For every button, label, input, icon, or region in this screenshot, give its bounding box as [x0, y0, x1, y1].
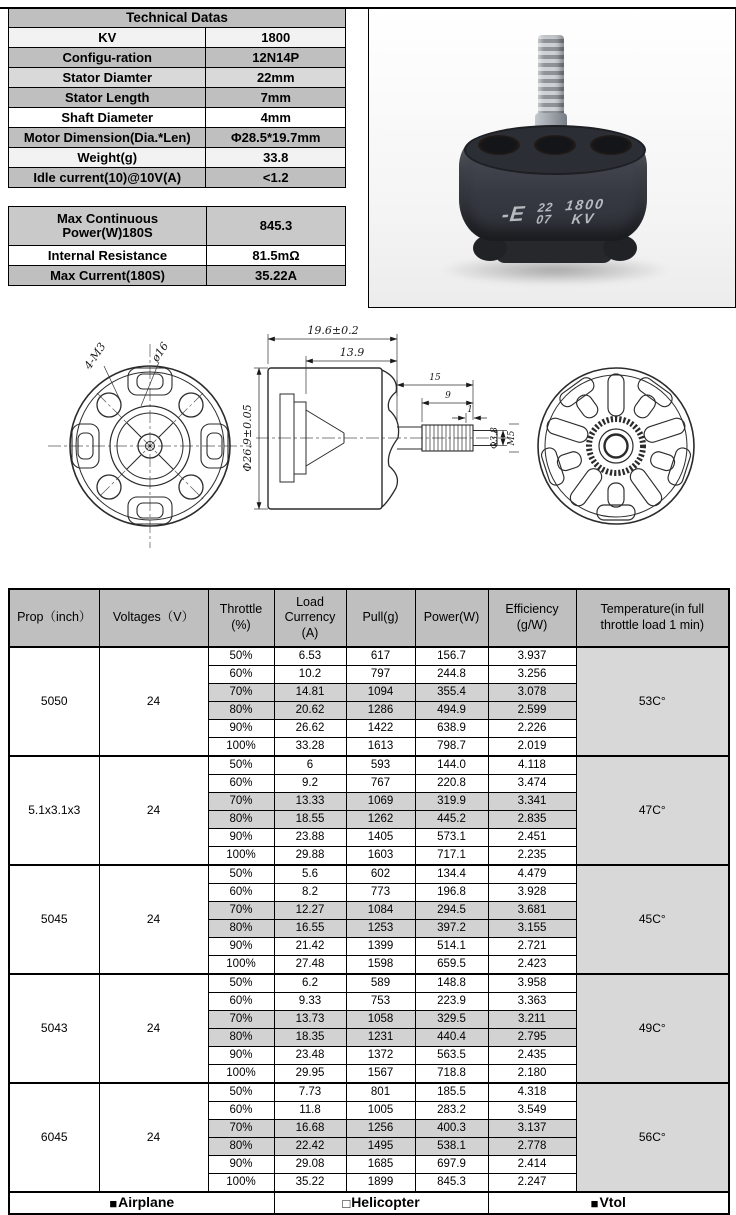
- pull-cell: 1058: [346, 1011, 415, 1029]
- throttle-cell: 90%: [208, 1047, 274, 1065]
- efficiency-cell: 4.118: [488, 756, 576, 775]
- bell-cutout: [590, 135, 632, 155]
- dim-body-length: 13.9: [339, 346, 365, 359]
- efficiency-cell: 2.180: [488, 1065, 576, 1084]
- dim-shaft-length: 15: [429, 373, 441, 383]
- pull-cell: 1422: [346, 720, 415, 738]
- spec-table-2: [8, 206, 346, 286]
- throttle-cell: 50%: [208, 865, 274, 884]
- throttle-cell: 60%: [208, 666, 274, 684]
- efficiency-cell: 3.078: [488, 684, 576, 702]
- efficiency-cell: 2.435: [488, 1047, 576, 1065]
- throttle-cell: 50%: [208, 647, 274, 666]
- pull-cell: 1084: [346, 902, 415, 920]
- efficiency-cell: 2.599: [488, 702, 576, 720]
- type-airplane: [9, 1192, 274, 1214]
- efficiency-cell: 3.937: [488, 647, 576, 666]
- airplane-checkbox-filled: ■: [109, 1196, 118, 1211]
- spec-label: KV: [9, 28, 206, 48]
- efficiency-cell: 2.423: [488, 956, 576, 975]
- power-cell: 659.5: [415, 956, 488, 975]
- load-current-cell: 23.88: [274, 829, 346, 847]
- pull-cell: 602: [346, 865, 415, 884]
- throttle-cell: 70%: [208, 1120, 274, 1138]
- load-current-cell: 18.35: [274, 1029, 346, 1047]
- efficiency-cell: 2.795: [488, 1029, 576, 1047]
- header-load-current: Load Currency (A): [274, 589, 346, 647]
- load-current-cell: 22.42: [274, 1138, 346, 1156]
- power-cell: 563.5: [415, 1047, 488, 1065]
- load-current-cell: 9.33: [274, 993, 346, 1011]
- power-cell: 845.3: [415, 1174, 488, 1193]
- load-current-cell: 13.73: [274, 1011, 346, 1029]
- power-cell: 148.8: [415, 974, 488, 993]
- power-cell: 400.3: [415, 1120, 488, 1138]
- spec-label: Max Continuous Power(W)180S: [9, 207, 207, 246]
- thread-spec-label: M5: [507, 430, 517, 446]
- motor-engraving: [465, 195, 642, 232]
- performance-table: [8, 588, 730, 1215]
- load-current-cell: 7.73: [274, 1083, 346, 1102]
- temperature-cell: 45C°: [576, 865, 729, 974]
- header-throttle: Throttle (%): [208, 589, 274, 647]
- prop-cell: 5.1x3.1x3: [9, 756, 99, 865]
- load-current-cell: 11.8: [274, 1102, 346, 1120]
- engraving-size-bottom: 07: [535, 212, 553, 227]
- load-current-cell: 33.28: [274, 738, 346, 757]
- power-cell: 638.9: [415, 720, 488, 738]
- power-cell: 445.2: [415, 811, 488, 829]
- spec-value: 4mm: [206, 108, 346, 128]
- efficiency-cell: 2.019: [488, 738, 576, 757]
- spec-value: 35.22A: [207, 266, 346, 286]
- efficiency-cell: 4.318: [488, 1083, 576, 1102]
- efficiency-cell: 2.835: [488, 811, 576, 829]
- spec-value: 22mm: [206, 68, 346, 88]
- spec-value: 33.8: [206, 148, 346, 168]
- engraving-prefix: -E: [500, 202, 527, 227]
- perf-table-body: [9, 647, 729, 1192]
- motor-photo: [368, 8, 736, 308]
- power-cell: 283.2: [415, 1102, 488, 1120]
- voltage-cell: 24: [99, 974, 208, 1083]
- prop-cell: 5045: [9, 865, 99, 974]
- load-current-cell: 6.53: [274, 647, 346, 666]
- spec-row-shaft-diameter: [9, 108, 346, 128]
- power-cell: 244.8: [415, 666, 488, 684]
- power-cell: 220.8: [415, 775, 488, 793]
- throttle-cell: 90%: [208, 720, 274, 738]
- header-voltages: Voltages（V）: [99, 589, 208, 647]
- load-current-cell: 29.08: [274, 1156, 346, 1174]
- pull-cell: 1372: [346, 1047, 415, 1065]
- load-current-cell: 35.22: [274, 1174, 346, 1193]
- pull-cell: 1405: [346, 829, 415, 847]
- spec-table-gap: [8, 188, 346, 206]
- spec-value: 12N14P: [206, 48, 346, 68]
- load-current-cell: 20.62: [274, 702, 346, 720]
- power-cell: 718.8: [415, 1065, 488, 1084]
- type-helicopter: [274, 1192, 488, 1214]
- load-current-cell: 21.42: [274, 938, 346, 956]
- spec-row-stator-diameter: [9, 68, 346, 88]
- efficiency-cell: 2.247: [488, 1174, 576, 1193]
- throttle-cell: 70%: [208, 902, 274, 920]
- efficiency-cell: 3.137: [488, 1120, 576, 1138]
- helicopter-checkbox-empty: □: [342, 1196, 351, 1211]
- efficiency-cell: 2.226: [488, 720, 576, 738]
- throttle-cell: 60%: [208, 884, 274, 902]
- pull-cell: 1613: [346, 738, 415, 757]
- header-pull: Pull(g): [346, 589, 415, 647]
- throttle-cell: 50%: [208, 974, 274, 993]
- prop-cell: 6045: [9, 1083, 99, 1192]
- header-efficiency: Efficiency (g/W): [488, 589, 576, 647]
- spec-row-stator-length: [9, 88, 346, 108]
- load-current-cell: 16.68: [274, 1120, 346, 1138]
- spec-label: Idle current(10)@10V(A): [9, 168, 206, 188]
- efficiency-cell: 3.341: [488, 793, 576, 811]
- pull-cell: 593: [346, 756, 415, 775]
- perf-row-5050-50%: [9, 647, 729, 666]
- efficiency-cell: 4.479: [488, 865, 576, 884]
- pull-cell: 797: [346, 666, 415, 684]
- efficiency-cell: 3.211: [488, 1011, 576, 1029]
- spec-label: Shaft Diameter: [9, 108, 206, 128]
- power-cell: 156.7: [415, 647, 488, 666]
- header-temperature: Temperature(in full throttle load 1 min): [576, 589, 729, 647]
- efficiency-cell: 3.928: [488, 884, 576, 902]
- load-current-cell: 14.81: [274, 684, 346, 702]
- pull-cell: 1231: [346, 1029, 415, 1047]
- efficiency-cell: 3.155: [488, 920, 576, 938]
- load-current-cell: 12.27: [274, 902, 346, 920]
- voltage-cell: 24: [99, 1083, 208, 1192]
- perf-row-5045-50%: [9, 865, 729, 884]
- motor-bell: [459, 137, 647, 241]
- spec-row-weight: [9, 148, 346, 168]
- load-current-cell: 27.48: [274, 956, 346, 975]
- power-cell: 798.7: [415, 738, 488, 757]
- perf-header-row: [9, 589, 729, 647]
- helicopter-label: Helicopter: [351, 1194, 420, 1210]
- top-view: [538, 368, 694, 524]
- front-diameter-label: ø16: [148, 339, 172, 365]
- efficiency-cell: 3.681: [488, 902, 576, 920]
- engraving-size-top: 22: [536, 200, 555, 215]
- power-cell: 573.1: [415, 829, 488, 847]
- spec-label: Stator Diamter: [9, 68, 206, 88]
- pull-cell: 617: [346, 647, 415, 666]
- technical-drawings: [0, 306, 736, 586]
- throttle-cell: 80%: [208, 811, 274, 829]
- power-cell: 329.5: [415, 1011, 488, 1029]
- spec-label: Stator Length: [9, 88, 206, 108]
- load-current-cell: 10.2: [274, 666, 346, 684]
- header-prop: Prop（inch）: [9, 589, 99, 647]
- temperature-cell: 47C°: [576, 756, 729, 865]
- voltage-cell: 24: [99, 647, 208, 756]
- throttle-cell: 70%: [208, 1011, 274, 1029]
- perf-row-6045-50%: [9, 1083, 729, 1102]
- type-vtol: [488, 1192, 729, 1214]
- throttle-cell: 80%: [208, 1138, 274, 1156]
- spec-table-title: Technical Datas: [9, 9, 346, 28]
- throttle-cell: 60%: [208, 993, 274, 1011]
- efficiency-cell: 3.256: [488, 666, 576, 684]
- efficiency-cell: 3.549: [488, 1102, 576, 1120]
- front-holes-label: 4-M3: [81, 340, 109, 372]
- efficiency-cell: 2.451: [488, 829, 576, 847]
- throttle-cell: 90%: [208, 938, 274, 956]
- spec-row-internal-resistance: [9, 246, 346, 266]
- vtol-checkbox-filled: ■: [590, 1196, 599, 1211]
- throttle-cell: 60%: [208, 775, 274, 793]
- spec-row-configuration: [9, 48, 346, 68]
- pull-cell: 589: [346, 974, 415, 993]
- pull-cell: 1005: [346, 1102, 415, 1120]
- pull-cell: 1069: [346, 793, 415, 811]
- spec-label: Configu-ration: [9, 48, 206, 68]
- drawings-svg: [0, 306, 736, 586]
- power-cell: 185.5: [415, 1083, 488, 1102]
- spec-title-row: [9, 9, 346, 28]
- spec-row-max-current: [9, 266, 346, 286]
- pull-cell: 1399: [346, 938, 415, 956]
- load-current-cell: 29.88: [274, 847, 346, 866]
- spec-value: <1.2: [206, 168, 346, 188]
- spec-label: Max Current(180S): [9, 266, 207, 286]
- pull-cell: 1899: [346, 1174, 415, 1193]
- technical-data-section: [8, 8, 346, 286]
- efficiency-cell: 2.721: [488, 938, 576, 956]
- load-current-cell: 26.62: [274, 720, 346, 738]
- spec-value: 845.3: [207, 207, 346, 246]
- throttle-cell: 50%: [208, 756, 274, 775]
- side-view: [241, 324, 519, 509]
- throttle-cell: 100%: [208, 1065, 274, 1084]
- spec-value: 7mm: [206, 88, 346, 108]
- pull-cell: 1256: [346, 1120, 415, 1138]
- power-cell: 144.0: [415, 756, 488, 775]
- voltage-cell: 24: [99, 756, 208, 865]
- power-cell: 514.1: [415, 938, 488, 956]
- spec-value: 1800: [206, 28, 346, 48]
- throttle-cell: 60%: [208, 1102, 274, 1120]
- spec-value: 81.5mΩ: [207, 246, 346, 266]
- dim-body-diameter: Φ26.9±0.05: [241, 404, 254, 472]
- power-cell: 134.4: [415, 865, 488, 884]
- efficiency-cell: 2.414: [488, 1156, 576, 1174]
- power-cell: 294.5: [415, 902, 488, 920]
- power-cell: 538.1: [415, 1138, 488, 1156]
- load-current-cell: 29.95: [274, 1065, 346, 1084]
- spec-row-kv: [9, 28, 346, 48]
- airplane-label: Airplane: [118, 1194, 175, 1210]
- front-view: [48, 340, 252, 548]
- load-current-cell: 23.48: [274, 1047, 346, 1065]
- throttle-cell: 80%: [208, 1029, 274, 1047]
- pull-cell: 1286: [346, 702, 415, 720]
- spec-value: Φ28.5*19.7mm: [206, 128, 346, 148]
- power-cell: 223.9: [415, 993, 488, 1011]
- dim-total-length: 19.6±0.2: [307, 324, 359, 337]
- load-current-cell: 18.55: [274, 811, 346, 829]
- power-cell: 196.8: [415, 884, 488, 902]
- efficiency-cell: 3.958: [488, 974, 576, 993]
- bell-cutout: [534, 135, 576, 155]
- throttle-cell: 100%: [208, 738, 274, 757]
- spec-row-idle-current: [9, 168, 346, 188]
- prop-cell: 5043: [9, 974, 99, 1083]
- spec-row-motor-dimension: [9, 128, 346, 148]
- temperature-cell: 56C°: [576, 1083, 729, 1192]
- spec-label: Weight(g): [9, 148, 206, 168]
- power-cell: 355.4: [415, 684, 488, 702]
- power-cell: 697.9: [415, 1156, 488, 1174]
- vtol-label: Vtol: [599, 1194, 626, 1210]
- throttle-cell: 90%: [208, 1156, 274, 1174]
- temperature-cell: 49C°: [576, 974, 729, 1083]
- dim-thread-length: 9: [445, 391, 451, 401]
- temperature-cell: 53C°: [576, 647, 729, 756]
- pull-cell: 773: [346, 884, 415, 902]
- header-power: Power(W): [415, 589, 488, 647]
- throttle-cell: 90%: [208, 829, 274, 847]
- efficiency-cell: 3.474: [488, 775, 576, 793]
- pull-cell: 1598: [346, 956, 415, 975]
- throttle-cell: 100%: [208, 847, 274, 866]
- power-cell: 397.2: [415, 920, 488, 938]
- efficiency-cell: 3.363: [488, 993, 576, 1011]
- throttle-cell: 70%: [208, 793, 274, 811]
- power-cell: 440.4: [415, 1029, 488, 1047]
- throttle-cell: 100%: [208, 1174, 274, 1193]
- throttle-cell: 80%: [208, 702, 274, 720]
- load-current-cell: 8.2: [274, 884, 346, 902]
- pull-cell: 801: [346, 1083, 415, 1102]
- engraving-kv-top: 1800: [564, 195, 607, 214]
- performance-section: [8, 588, 730, 1215]
- throttle-cell: 80%: [208, 920, 274, 938]
- pull-cell: 1495: [346, 1138, 415, 1156]
- load-current-cell: 13.33: [274, 793, 346, 811]
- bell-cutout: [478, 135, 520, 155]
- load-current-cell: 16.55: [274, 920, 346, 938]
- throttle-cell: 50%: [208, 1083, 274, 1102]
- perf-row-5043-50%: [9, 974, 729, 993]
- load-current-cell: 5.6: [274, 865, 346, 884]
- spec-label: Internal Resistance: [9, 246, 207, 266]
- load-current-cell: 6: [274, 756, 346, 775]
- pull-cell: 1094: [346, 684, 415, 702]
- spec-table: [8, 8, 346, 188]
- perf-row-5.1x3.1x3-50%: [9, 756, 729, 775]
- spec-label: Motor Dimension(Dia.*Len): [9, 128, 206, 148]
- pull-cell: 1262: [346, 811, 415, 829]
- power-cell: 494.9: [415, 702, 488, 720]
- pull-cell: 1567: [346, 1065, 415, 1084]
- prop-cell: 5050: [9, 647, 99, 756]
- spec-row-max-power: [9, 207, 346, 246]
- throttle-cell: 100%: [208, 956, 274, 975]
- efficiency-cell: 2.778: [488, 1138, 576, 1156]
- motor-bell-top: [464, 125, 646, 175]
- pull-cell: 1603: [346, 847, 415, 866]
- pull-cell: 1685: [346, 1156, 415, 1174]
- load-current-cell: 9.2: [274, 775, 346, 793]
- power-cell: 717.1: [415, 847, 488, 866]
- power-cell: 319.9: [415, 793, 488, 811]
- aircraft-type-row: [9, 1192, 729, 1214]
- efficiency-cell: 2.235: [488, 847, 576, 866]
- pull-cell: 767: [346, 775, 415, 793]
- dim-shaft-diameter: Φ3.8: [490, 427, 500, 449]
- load-current-cell: 6.2: [274, 974, 346, 993]
- throttle-cell: 70%: [208, 684, 274, 702]
- pull-cell: 753: [346, 993, 415, 1011]
- engraving-kv-bottom: KV: [570, 209, 597, 227]
- voltage-cell: 24: [99, 865, 208, 974]
- pull-cell: 1253: [346, 920, 415, 938]
- dim-tip-length: 1: [467, 405, 473, 415]
